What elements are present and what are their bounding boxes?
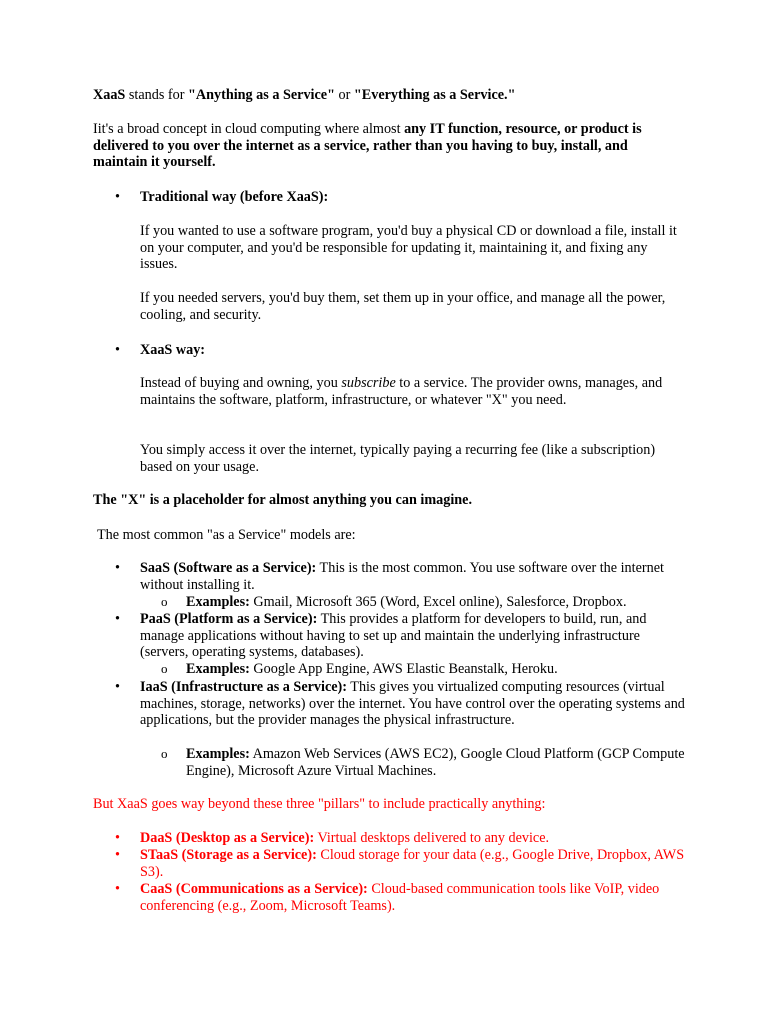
paas-examples-text: Google App Engine, AWS Elastic Beanstalk, Heroku. <box>249 661 558 677</box>
iaas-item <box>140 679 685 729</box>
traditional-para-2: If you needed servers, you'd buy them, set them up in your office, and manage all the power, cooling, and security. <box>140 290 666 323</box>
daas-name: DaaS (Desktop as a Service): <box>140 830 315 846</box>
xaas-way-heading-text: XaaS way: <box>140 342 206 358</box>
bullet-xaas-way: • <box>115 342 120 358</box>
common-models-intro: The most common "as a Service" models are: <box>97 527 356 543</box>
iaas-examples-label: Examples: <box>186 746 250 762</box>
traditional-heading-text: Traditional way (before XaaS): <box>140 189 329 205</box>
saas-name: SaaS (Software as a Service): <box>140 560 317 576</box>
subscribe-italic: subscribe <box>341 375 396 391</box>
meaning-anything: "Anything as a Service" <box>187 87 335 103</box>
placeholder-statement <box>93 492 683 509</box>
traditional-heading <box>140 189 685 206</box>
definition-lead: Iit's a broad concept in cloud computing where almost <box>93 121 405 137</box>
saas-examples <box>186 594 686 611</box>
paas-name: PaaS (Platform as a Service): <box>140 611 318 627</box>
xaas-way-para-2: You simply access it over the internet, typically paying a recurring fee (like a subscription) based on your usage. <box>140 442 656 475</box>
paas-desc: This provides a platform for developers to build, run, and manage applications without having to set up and maintain the underlying infrastructure (servers, operating systems, databases). <box>140 611 647 661</box>
definition-bold: any IT function, resource, or product is delivered to you over the internet as a service, rather than you having to buy, install, and maintain it yourself. <box>93 121 642 171</box>
bullet-caas: • <box>115 881 120 897</box>
saas-examples-label: Examples: <box>186 594 250 610</box>
bullet-saas: • <box>115 560 120 576</box>
saas-desc: This is the most common. You use software over the internet without installing it. <box>140 560 664 593</box>
iaas-examples-text: Amazon Web Services (AWS EC2), Google Cloud Platform (GCP Compute Engine), Microsoft Azure Virtual Machines. <box>186 746 685 779</box>
caas-name: CaaS (Communications as a Service): <box>140 881 368 897</box>
bullet-staas: • <box>115 847 120 863</box>
paas-item <box>140 611 685 661</box>
daas-desc: Virtual desktops delivered to any device. <box>314 830 550 846</box>
sub-bullet-paas: o <box>161 661 168 676</box>
traditional-para-1: If you wanted to use a software program, you'd buy a physical CD or download a file, install it on your computer, and you'd be responsible for updating it, maintaining it, and fixing any issues. <box>140 223 677 273</box>
staas-item <box>140 847 685 880</box>
staas-desc: Cloud storage for your data (e.g., Google Drive, Dropbox, AWS S3). <box>140 847 685 880</box>
saas-item <box>140 560 685 593</box>
xaas-way-para-1 <box>140 375 685 408</box>
daas-item <box>140 830 685 847</box>
saas-examples-text: Gmail, Microsoft 365 (Word, Excel online), Salesforce, Dropbox. <box>249 594 627 610</box>
staas-name: STaaS (Storage as a Service): <box>140 847 317 863</box>
placeholder-statement-text: The "X" is a placeholder for almost anything you can imagine. <box>93 492 473 508</box>
stands-for-text: stands for <box>125 87 188 103</box>
xaas-term: XaaS <box>93 87 126 103</box>
bullet-paas: • <box>115 611 120 627</box>
iaas-name: IaaS (Infrastructure as a Service): <box>140 679 347 695</box>
iaas-desc: This gives you virtualized computing resources (virtual machines, storage, networks) over the internet. You have control over the operating systems and applications, but the provider manages the physical infrastructure. <box>140 679 685 729</box>
meaning-everything: "Everything as a Service." <box>353 87 516 103</box>
caas-desc: Cloud-based communication tools like VoIP, video conferencing (e.g., Zoom, Microsoft Teams). <box>140 881 660 914</box>
or-text: or <box>334 87 354 103</box>
sub-bullet-iaas: o <box>161 746 168 761</box>
xaas-way-para-1-before: Instead of buying and owning, you <box>140 375 342 391</box>
paas-examples <box>186 661 686 678</box>
beyond-intro: But XaaS goes way beyond these three "pillars" to include practically anything: <box>93 796 546 812</box>
iaas-examples <box>186 746 686 779</box>
bullet-iaas: • <box>115 679 120 695</box>
intro-line <box>93 87 683 104</box>
bullet-traditional: • <box>115 189 120 205</box>
definition-paragraph <box>93 121 683 171</box>
caas-item <box>140 881 685 914</box>
paas-examples-label: Examples: <box>186 661 250 677</box>
sub-bullet-saas: o <box>161 594 168 609</box>
xaas-way-para-1-after: to a service. The provider owns, manages, and maintains the software, platform, infrastructure, or whatever "X" you need. <box>140 375 663 408</box>
xaas-way-heading <box>140 342 685 359</box>
bullet-daas: • <box>115 830 120 846</box>
